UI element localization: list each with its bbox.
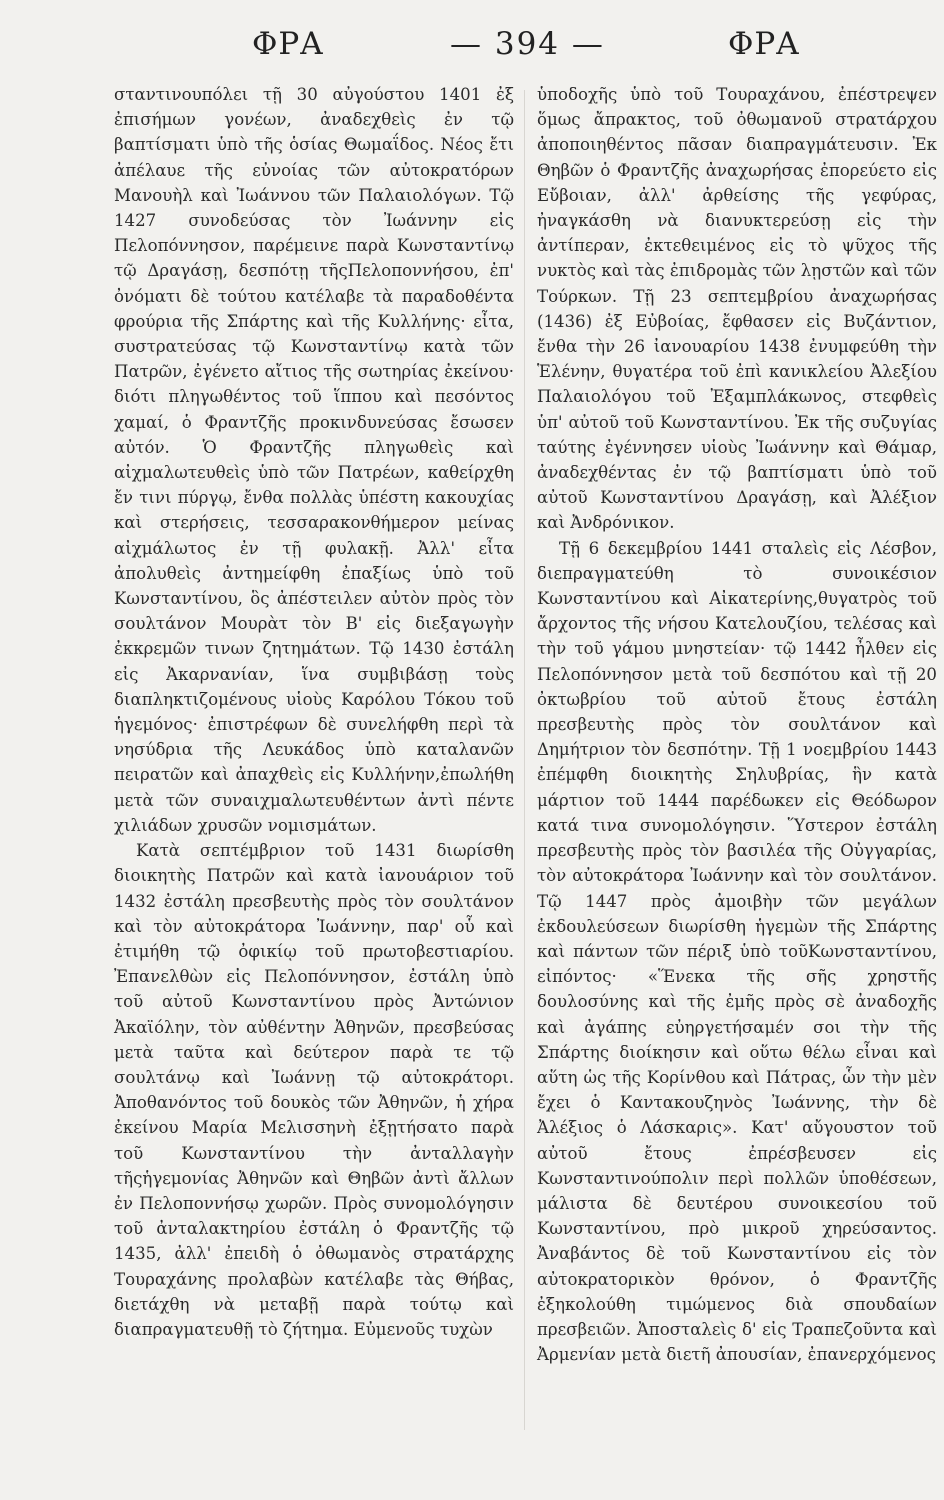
right-paragraph-2: Τῇ 6 δεκεμβρίου 1441 σταλεὶς εἰς Λέσβον, διεπραγματεύθη τὸ συνοικέσιον Κωνσταντίνου καὶ Αἰκατερίνης,θυγατρὸς τοῦ ἄρχοντος τῆς νήσου Κατελουζίου, τελέσας καὶ τὴν τοῦ γάμου μνηστείαν· τῷ 1442 ἦλθεν εἰς Πελοπόννησον μετὰ τοῦ δεσπότου καὶ τῇ 20 ὀκτωβρίου τοῦ αὐτοῦ ἔτους ἐστάλη πρεσβευτὴς πρὸς τὸν σουλτάνον καὶ Δημήτριον τὸν δεσπότην. Τῇ 1 νοεμβρίου 1443 ἐπέμφθη διοικητὴς Σηλυβρίας, ἣν κατὰ μάρτιον τοῦ 1444 παρέδωκεν εἰς Θεόδωρον κατά τινα συνομολόγησιν. Ὕστερον ἐστάλη πρεσβευτὴς πρὸς τὸν βασιλέα τῆς Οὐγγαρίας, τὸν αὐτοκράτορα Ἰωάννην καὶ τὸν σουλτάνον. Τῷ 1447 πρὸς ἀμοιβὴν τῶν μεγάλων ἐκδουλεύσεων διωρίσθη ἡγεμὼν τῆς Σπάρτης καὶ πάντων τῶν πέριξ ὑπὸ τοῦΚωνσταντίνου, εἰπόντος· «Ἕνεκα τῆς σῆς χρηστῆς δουλοσύνης καὶ τῆς ἐμῆς πρὸς σὲ ἀναδοχῆς καὶ ἀγάπης εὐηργετήσαμέν σοι τὴν τῆς Σπάρτης διοίκησιν καὶ οὕτω θέλω εἶναι καὶ αὕτη ὡς τῆς Κορίνθου καὶ Πάτρας, ὧν τὴν μὲν ἔχει ὁ Καντακουζηνὸς Ἰωάννης, τὴν δὲ Ἀλέξιος ὁ Λάσκαρις». Κατ' αὔγουστον τοῦ αὐτοῦ ἔτους ἐπρέσβευσεν εἰς Κωνσταντινούπολιν περὶ πολλῶν ὑποθέσεων, μάλιστα δὲ δευτέρου συνοικεσίου τοῦ Κωνσταντίνου, πρὸ μικροῦ χηρεύσαντος. Ἀναβάντος δὲ τοῦ Κωνσταντίνου εἰς τὸν αὐτοκρατορικὸν θρόνον, ὁ Φραντζῆς ἐξηκολούθη τιμώμενος διὰ σπουδαίων πρεσβειῶν. Ἀποσταλεὶς δ' εἰς Τραπεζοῦντα καὶ Ἀρμενίαν μετὰ διετῆ ἀπουσίαν, ἐπανερχόμενος (537, 538, 937, 1365)
left-column (114, 82, 514, 1342)
column-divider (524, 90, 525, 1430)
running-header (0, 26, 944, 76)
left-paragraph-1: σταντινουπόλει τῇ 30 αὐγούστου 1401 ἐξ ἐπισήμων γονέων, ἀναδεχθεὶς ἐν τῷ βαπτίσματι ὑπὸ τῆς ὁσίας Θωμαΐδος. Νέος ἔτι ἀπέλαυε τῆς εὐνοίας τῶν αὐτοκρατόρων Μανουὴλ καὶ Ἰωάννου τῶν Παλαιολόγων. Τῷ 1427 συνοδεύσας τὸν Ἰωάννην εἰς Πελοπόννησον, παρέμεινε παρὰ Κωνσταντίνῳ τῷ Δραγάσῃ, δεσπότῃ τῆςΠελοποννήσου, ἐπ' ὀνόματι δὲ τούτου κατέλαβε τὰ παραδοθέντα φρούρια τῆς Σπάρτης καὶ τῆς Κυλλήνης· εἶτα, συστρατεύσας τῷ Κωνσταντίνῳ κατὰ τῶν Πατρῶν, ἐγένετο αἴτιος τῆς σωτηρίας ἐκείνου· διότι πληγωθέντος τοῦ ἵππου καὶ πεσόντος χαμαί, ὁ Φραντζῆς προκινδυνεύσας ἔσωσεν αὐτόν. Ὁ Φραντζῆς πληγωθεὶς καὶ αἰχμαλωτευθεὶς ὑπὸ τῶν Πατρέων, καθείρχθη ἔν τινι πύργῳ, ἔνθα πολλὰς ὑπέστη κακουχίας καὶ στερήσεις, τεσσαρακονθήμερον μείνας αἰχμάλωτος ἐν τῇ φυλακῇ. Ἀλλ' εἶτα ἀπολυθεὶς ἀντημείφθη ἐπαξίως ὑπὸ τοῦ Κωνσταντίνου, ὃς ἀπέστειλεν αὐτὸν πρὸς τὸν σουλτάνον Μουρὰτ τὸν Β' εἰς διεξαγωγὴν ἐκκρεμῶν τινων ζητημάτων. Τῷ 1430 ἐστάλη εἰς Ἀκαρνανίαν, ἵνα συμβιβάσῃ τοὺς διαπληκτιζομένους υἱοὺς Καρόλου Τόκου τοῦ ἡγεμόνος· ἐπιστρέφων δὲ συνελήφθη περὶ τὰ νησύδρια τῆς Λευκάδος ὑπὸ καταλανῶν πειρατῶν καὶ ἀπαχθεὶς εἰς Κυλλήνην,ἐπωλήθη μετὰ τῶν συναιχμαλωτευθέντων ἀντὶ πέντε χιλιάδων χρυσῶν νομισμάτων. (114, 85, 514, 835)
right-column (537, 82, 937, 1367)
header-left-word: ΦΡΑ (252, 26, 324, 62)
page-number: — 394 — (450, 26, 605, 62)
right-paragraph-1: ὑποδοχῆς ὑπὸ τοῦ Τουραχάνου, ἐπέστρεψεν ὅμως ἄπρακτος, τοῦ ὀθωμανοῦ στρατάρχου ἀποποιηθέντος πᾶσαν διαπραγμάτευσιν. Ἐκ Θηβῶν ὁ Φραντζῆς ἀναχωρήσας ἐπορεύετο εἰς Εὔβοιαν, ἀλλ' ἀρθείσης τῆς γεφύρας, ἠναγκάσθη νὰ διανυκτερεύσῃ εἰς τὴν ἀντίπεραν, ἐκτεθειμένος εἰς τὸ ψῦχος τῆς νυκτὸς καὶ τὰς ἐπιδρομὰς τῶν λῃστῶν καὶ τῶν Τούρκων. Τῇ 23 σεπτεμβρίου ἀναχωρήσας (1436) ἐξ Εὐβοίας, ἔφθασεν εἰς Βυζάντιον, ἔνθα τὴν 26 ἰανουαρίου 1438 ἐνυμφεύθη τὴν Ἑλένην, θυγατέρα τοῦ ἐπὶ κανικλείου Ἀλεξίου Παλαιολόγου τοῦ Ἐξαμπλάκωνος, στεφθεὶς ὑπ' αὐτοῦ τοῦ Κωνσταντίνου. Ἐκ τῆς συζυγίας ταύτης ἐγέννησεν υἱοὺς Ἰωάννην καὶ Θάμαρ, ἀναδεχθέντας ἐν τῷ βαπτίσματι ὑπὸ τοῦ αὐτοῦ Κωνσταντίνου Δραγάσῃ, καὶ Ἀλέξιον καὶ Ἀνδρόνικον. (537, 85, 937, 533)
left-paragraph-2: Κατὰ σεπτέμβριον τοῦ 1431 διωρίσθη διοικητὴς Πατρῶν καὶ κατὰ ἰανουάριον τοῦ 1432 ἐστάλη πρεσβευτὴς πρὸς τὸν σουλτάνον καὶ τὸν αὐτοκράτορα Ἰωάννην, παρ' οὗ καὶ ἐτιμήθη τῷ ὀφικίῳ τοῦ πρωτοβεστιαρίου. Ἐπανελθὼν εἰς Πελοπόννησον, ἐστάλη ὑπὸ τοῦ αὐτοῦ Κωνσταντίνου πρὸς Ἀντώνιον Ἀκαϊόλην, τὸν αὐθέντην Ἀθηνῶν, πρεσβεύσας μετὰ ταῦτα καὶ δεύτερον παρὰ τε τῷ σουλτάνῳ καὶ Ἰωάννῃ τῷ αὐτοκράτορι. Ἀποθανόντος τοῦ δουκὸς τῶν Ἀθηνῶν, ἡ χήρα ἐκείνου Μαρία Μελισσηνὴ ἐξῃτήσατο παρὰ τοῦ Κωνσταντίνου τὴν ἀνταλλαγὴν τῆςἡγεμονίας Ἀθηνῶν καὶ Θηβῶν ἀντὶ ἄλλων ἐν Πελοποννήσῳ χωρῶν. Πρὸς συνομολόγησιν τοῦ ἀνταλακτηρίου ἐστάλη ὁ Φραντζῆς τῷ 1435, ἀλλ' ἐπειδὴ ὁ ὀθωμανὸς στρατάρχης Τουραχάνης προλαβὼν κατέλαβε τὰς Θήβας, διετάχθη νὰ μεταβῇ παρὰ τούτῳ καὶ διαπραγματευθῇ τὸ ζήτημα. Εὐμενοῦς τυχὼν (114, 841, 514, 1339)
header-right-word: ΦΡΑ (728, 26, 800, 62)
